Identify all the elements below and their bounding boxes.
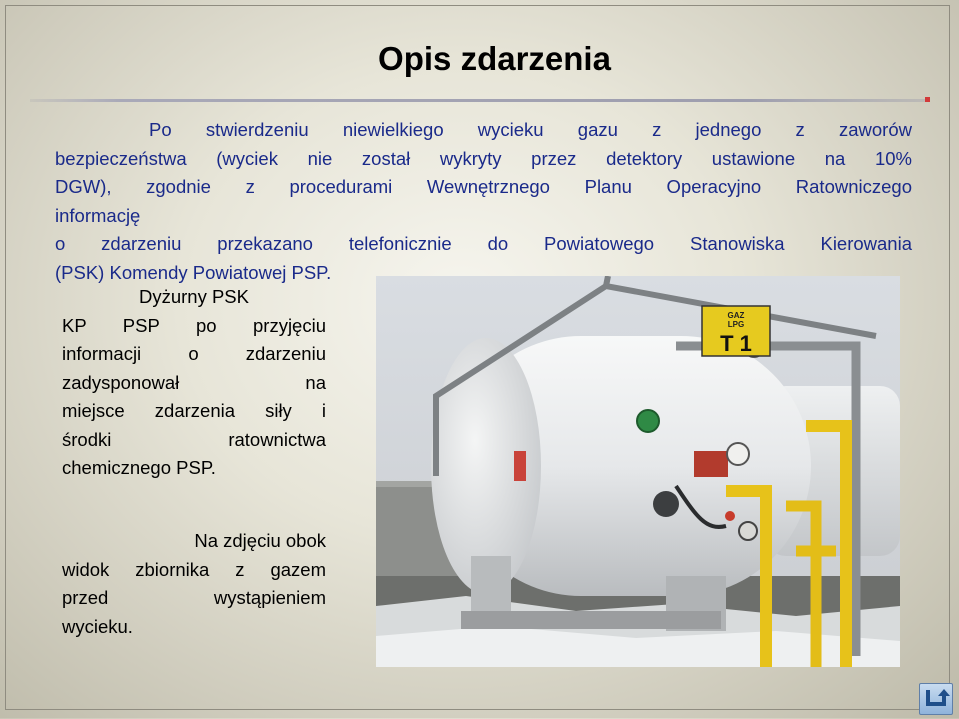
caption-line: przed wystąpieniem	[62, 587, 326, 608]
intro-paragraph	[55, 116, 912, 287]
divider-accent-dot	[925, 97, 930, 102]
dispatch-line: informacji o zdarzeniu	[62, 343, 326, 364]
dispatch-line: miejsce zdarzenia siły i	[62, 400, 326, 421]
dispatch-line: środki ratownictwa	[62, 428, 326, 450]
lpg-tank-photo	[376, 276, 900, 667]
sign-tank-id: T 1	[720, 331, 752, 356]
caption-line: Na zdjęciu obok	[194, 530, 326, 551]
dispatch-line: Dyżurny PSK	[138, 286, 249, 307]
sign-gaz: GAZ	[727, 311, 745, 320]
title-divider	[30, 99, 930, 102]
intro-line: bezpieczeństwa (wyciek nie został wykryty przez detektory ustawione na 10%	[55, 147, 912, 169]
slide-title: Opis zdarzenia	[378, 40, 611, 77]
caption-line: widok zbiornika z gazem	[62, 558, 326, 580]
return-button[interactable]	[919, 683, 953, 715]
dispatch-line: KP PSP po przyjęciu	[62, 314, 326, 336]
sign-lpg: LPG	[727, 320, 745, 329]
caption-line: wycieku.	[62, 615, 133, 637]
intro-line: informację	[55, 204, 141, 226]
return-arrow-icon	[920, 684, 952, 714]
photo-caption	[62, 527, 326, 641]
dispatch-line: zadysponował na	[62, 371, 326, 393]
dispatch-line: chemicznego PSP.	[62, 457, 216, 478]
dispatch-paragraph	[62, 283, 326, 483]
intro-line: (PSK) Komendy Powiatowej PSP.	[55, 261, 332, 283]
intro-line: o zdarzeniu przekazano telefonicznie do Powiatowego Stanowiska Kierowania	[55, 233, 912, 254]
intro-line: DGW), zgodnie z procedurami Wewnętrznego Planu Operacyjno Ratowniczego	[55, 176, 912, 197]
intro-line: Po stwierdzeniu niewielkiego wycieku gazu z jednego z zaworów	[149, 119, 912, 140]
